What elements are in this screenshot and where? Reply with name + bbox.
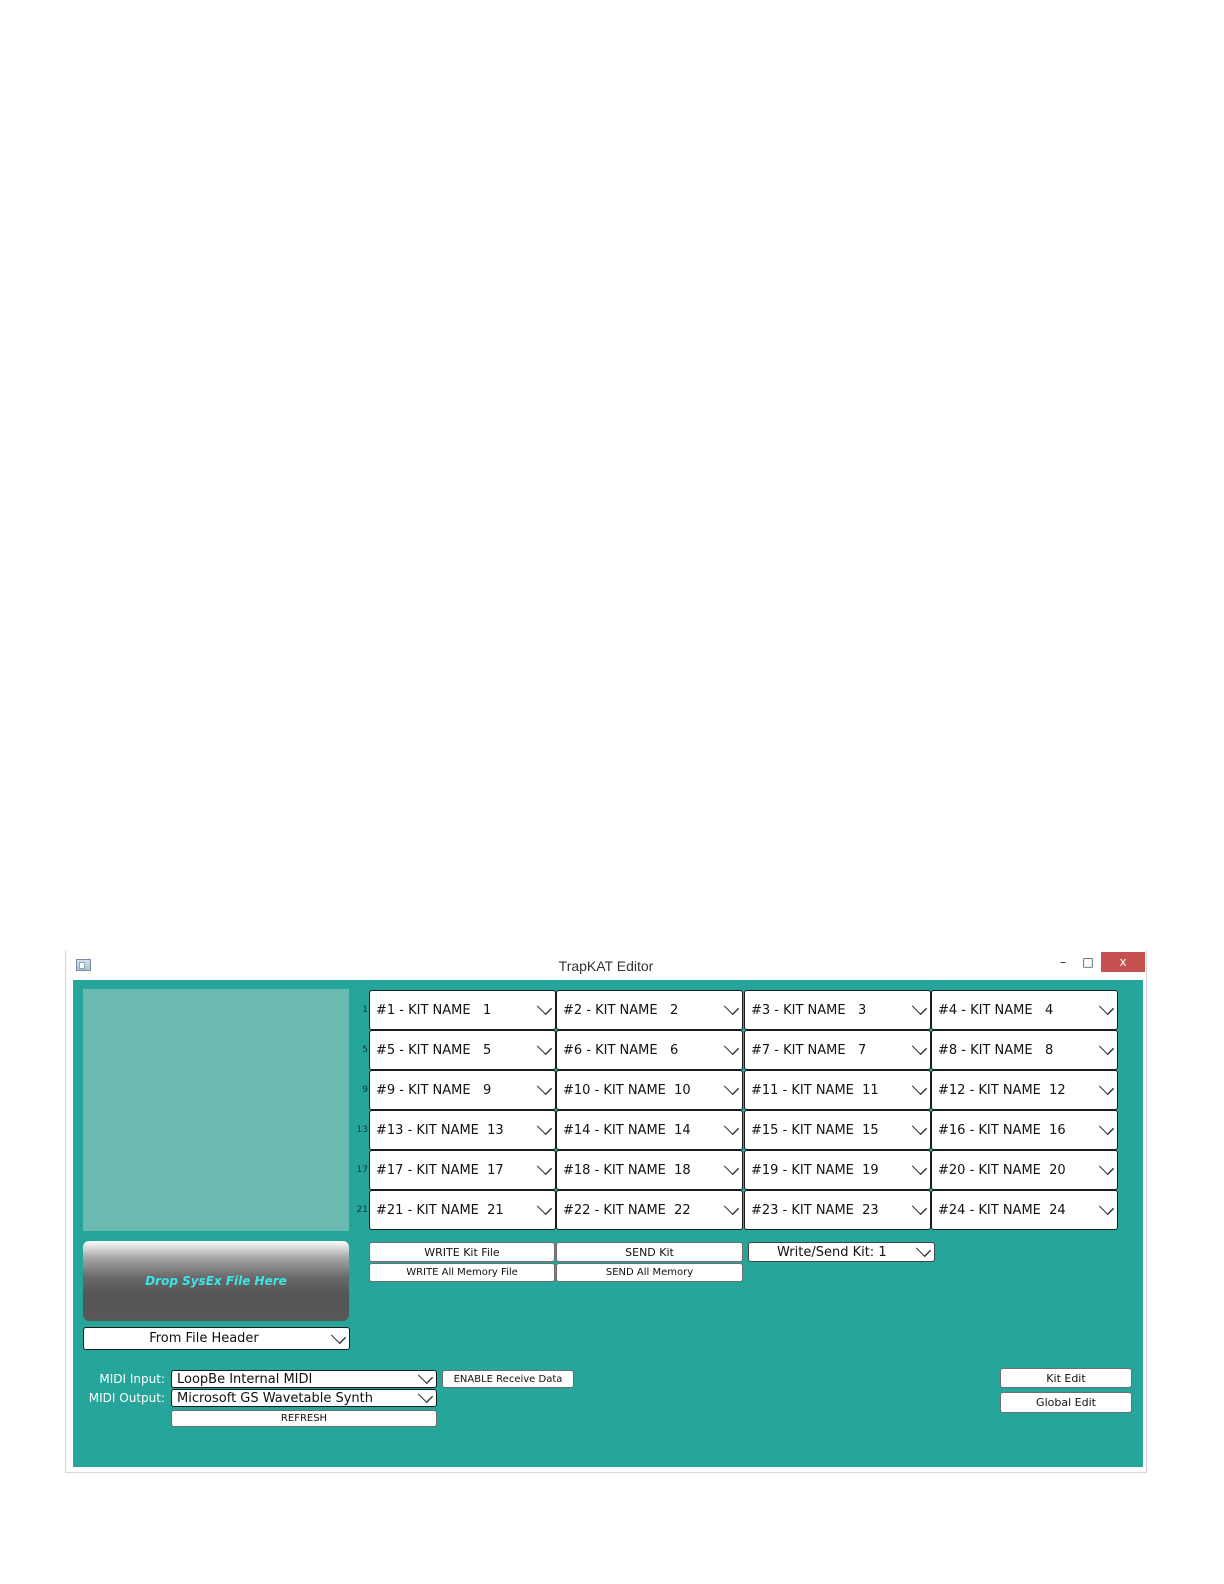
chevron-down-icon bbox=[912, 1120, 927, 1135]
chevron-down-icon bbox=[724, 1040, 739, 1055]
kit-select-label: #16 - KIT NAME 16 bbox=[938, 1122, 1066, 1138]
kit-select-19[interactable] bbox=[744, 1150, 931, 1190]
chevron-down-icon bbox=[724, 1080, 739, 1095]
row-number: 21 bbox=[356, 1205, 368, 1215]
kit-select-5[interactable] bbox=[369, 1030, 556, 1070]
kit-select-24[interactable] bbox=[931, 1190, 1118, 1230]
row-number: 13 bbox=[356, 1125, 368, 1135]
write-kit-file-button[interactable]: WRITE Kit File bbox=[369, 1242, 555, 1262]
app-window bbox=[65, 950, 1147, 1473]
kit-select-label: #18 - KIT NAME 18 bbox=[563, 1162, 691, 1178]
kit-select-label: #10 - KIT NAME 10 bbox=[563, 1082, 691, 1098]
kit-select-label: #2 - KIT NAME 2 bbox=[563, 1002, 679, 1018]
kit-select-label: #8 - KIT NAME 8 bbox=[938, 1042, 1054, 1058]
kit-select-label: #5 - KIT NAME 5 bbox=[376, 1042, 492, 1058]
chevron-down-icon bbox=[537, 1200, 552, 1215]
chevron-down-icon bbox=[1099, 1080, 1114, 1095]
midi-input-label: MIDI Input: bbox=[99, 1372, 165, 1386]
chevron-down-icon bbox=[1099, 1040, 1114, 1055]
write-send-kit-value: Write/Send Kit: 1 bbox=[777, 1244, 887, 1260]
row-number: 17 bbox=[356, 1165, 368, 1175]
chevron-down-icon bbox=[912, 1000, 927, 1015]
kit-select-label: #22 - KIT NAME 22 bbox=[563, 1202, 691, 1218]
title-bar[interactable] bbox=[66, 950, 1146, 980]
drop-zone-label: Drop SysEx File Here bbox=[145, 1274, 287, 1288]
chevron-down-icon bbox=[912, 1160, 927, 1175]
midi-input-select[interactable] bbox=[171, 1370, 437, 1388]
chevron-down-icon bbox=[537, 1040, 552, 1055]
editor-panel bbox=[73, 980, 1143, 1467]
chevron-down-icon bbox=[537, 1160, 552, 1175]
kit-select-label: #20 - KIT NAME 20 bbox=[938, 1162, 1066, 1178]
file-header-select[interactable] bbox=[83, 1327, 350, 1350]
send-kit-button[interactable]: SEND Kit bbox=[556, 1242, 743, 1262]
kit-select-label: #24 - KIT NAME 24 bbox=[938, 1202, 1066, 1218]
kit-select-14[interactable] bbox=[556, 1110, 743, 1150]
write-all-memory-file-button[interactable]: WRITE All Memory File bbox=[369, 1263, 555, 1282]
kit-select-4[interactable] bbox=[931, 990, 1118, 1030]
kit-select-22[interactable] bbox=[556, 1190, 743, 1230]
chevron-down-icon bbox=[537, 1120, 552, 1135]
chevron-down-icon bbox=[912, 1040, 927, 1055]
sysex-drop-zone[interactable] bbox=[83, 1241, 349, 1321]
kit-select-7[interactable] bbox=[744, 1030, 931, 1070]
kit-select-label: #11 - KIT NAME 11 bbox=[751, 1082, 879, 1098]
row-number: 9 bbox=[362, 1085, 368, 1095]
send-all-memory-button[interactable]: SEND All Memory bbox=[556, 1263, 743, 1282]
chevron-down-icon bbox=[724, 1120, 739, 1135]
chevron-down-icon bbox=[724, 1000, 739, 1015]
chevron-down-icon bbox=[912, 1080, 927, 1095]
kit-select-21[interactable] bbox=[369, 1190, 556, 1230]
chevron-down-icon bbox=[537, 1080, 552, 1095]
kit-select-label: #19 - KIT NAME 19 bbox=[751, 1162, 879, 1178]
maximize-button[interactable]: □ bbox=[1082, 955, 1094, 969]
kit-select-label: #9 - KIT NAME 9 bbox=[376, 1082, 492, 1098]
chevron-down-icon bbox=[916, 1242, 931, 1257]
chevron-down-icon bbox=[418, 1388, 433, 1403]
kit-select-15[interactable] bbox=[744, 1110, 931, 1150]
kit-select-label: #15 - KIT NAME 15 bbox=[751, 1122, 879, 1138]
kit-select-17[interactable] bbox=[369, 1150, 556, 1190]
kit-select-label: #13 - KIT NAME 13 bbox=[376, 1122, 504, 1138]
kit-select-label: #21 - KIT NAME 21 bbox=[376, 1202, 504, 1218]
chevron-down-icon bbox=[331, 1328, 346, 1343]
kit-select-1[interactable] bbox=[369, 990, 556, 1030]
midi-output-value: Microsoft GS Wavetable Synth bbox=[177, 1390, 374, 1406]
chevron-down-icon bbox=[1099, 1200, 1114, 1215]
sysex-preview-area bbox=[83, 989, 349, 1231]
kit-select-20[interactable] bbox=[931, 1150, 1118, 1190]
midi-output-label: MIDI Output: bbox=[88, 1391, 165, 1405]
chevron-down-icon bbox=[537, 1000, 552, 1015]
kit-edit-button[interactable]: Kit Edit bbox=[1000, 1368, 1132, 1388]
kit-select-18[interactable] bbox=[556, 1150, 743, 1190]
kit-select-label: #14 - KIT NAME 14 bbox=[563, 1122, 691, 1138]
chevron-down-icon bbox=[1099, 1120, 1114, 1135]
kit-select-label: #4 - KIT NAME 4 bbox=[938, 1002, 1054, 1018]
chevron-down-icon bbox=[1099, 1000, 1114, 1015]
kit-select-label: #6 - KIT NAME 6 bbox=[563, 1042, 679, 1058]
chevron-down-icon bbox=[912, 1200, 927, 1215]
chevron-down-icon bbox=[1099, 1160, 1114, 1175]
kit-select-6[interactable] bbox=[556, 1030, 743, 1070]
kit-select-label: #3 - KIT NAME 3 bbox=[751, 1002, 867, 1018]
kit-select-label: #1 - KIT NAME 1 bbox=[376, 1002, 492, 1018]
kit-select-9[interactable] bbox=[369, 1070, 556, 1110]
midi-output-select[interactable] bbox=[171, 1389, 437, 1407]
kit-select-label: #23 - KIT NAME 23 bbox=[751, 1202, 879, 1218]
write-send-kit-select[interactable] bbox=[748, 1242, 935, 1262]
enable-receive-data-button[interactable]: ENABLE Receive Data bbox=[442, 1370, 574, 1388]
chevron-down-icon bbox=[724, 1160, 739, 1175]
kit-select-8[interactable] bbox=[931, 1030, 1118, 1070]
row-number: 5 bbox=[362, 1045, 368, 1055]
close-button[interactable]: x bbox=[1101, 952, 1145, 972]
kit-select-label: #17 - KIT NAME 17 bbox=[376, 1162, 504, 1178]
refresh-button[interactable]: REFRESH bbox=[171, 1410, 437, 1427]
minimize-button[interactable]: – bbox=[1060, 955, 1066, 969]
kit-select-2[interactable] bbox=[556, 990, 743, 1030]
kit-select-13[interactable] bbox=[369, 1110, 556, 1150]
kit-select-3[interactable] bbox=[744, 990, 931, 1030]
window-title: TrapKAT Editor bbox=[558, 958, 654, 974]
kit-select-23[interactable] bbox=[744, 1190, 931, 1230]
file-header-value: From File Header bbox=[149, 1331, 259, 1346]
midi-input-value: LoopBe Internal MIDI bbox=[177, 1371, 313, 1387]
kit-select-12[interactable] bbox=[931, 1070, 1118, 1110]
kit-select-11[interactable] bbox=[744, 1070, 931, 1110]
chevron-down-icon bbox=[724, 1200, 739, 1215]
kit-select-16[interactable] bbox=[931, 1110, 1118, 1150]
chevron-down-icon bbox=[418, 1369, 433, 1384]
kit-select-label: #12 - KIT NAME 12 bbox=[938, 1082, 1066, 1098]
global-edit-button[interactable]: Global Edit bbox=[1000, 1392, 1132, 1413]
kit-select-label: #7 - KIT NAME 7 bbox=[751, 1042, 867, 1058]
kit-select-10[interactable] bbox=[556, 1070, 743, 1110]
row-number: 1 bbox=[362, 1005, 368, 1015]
